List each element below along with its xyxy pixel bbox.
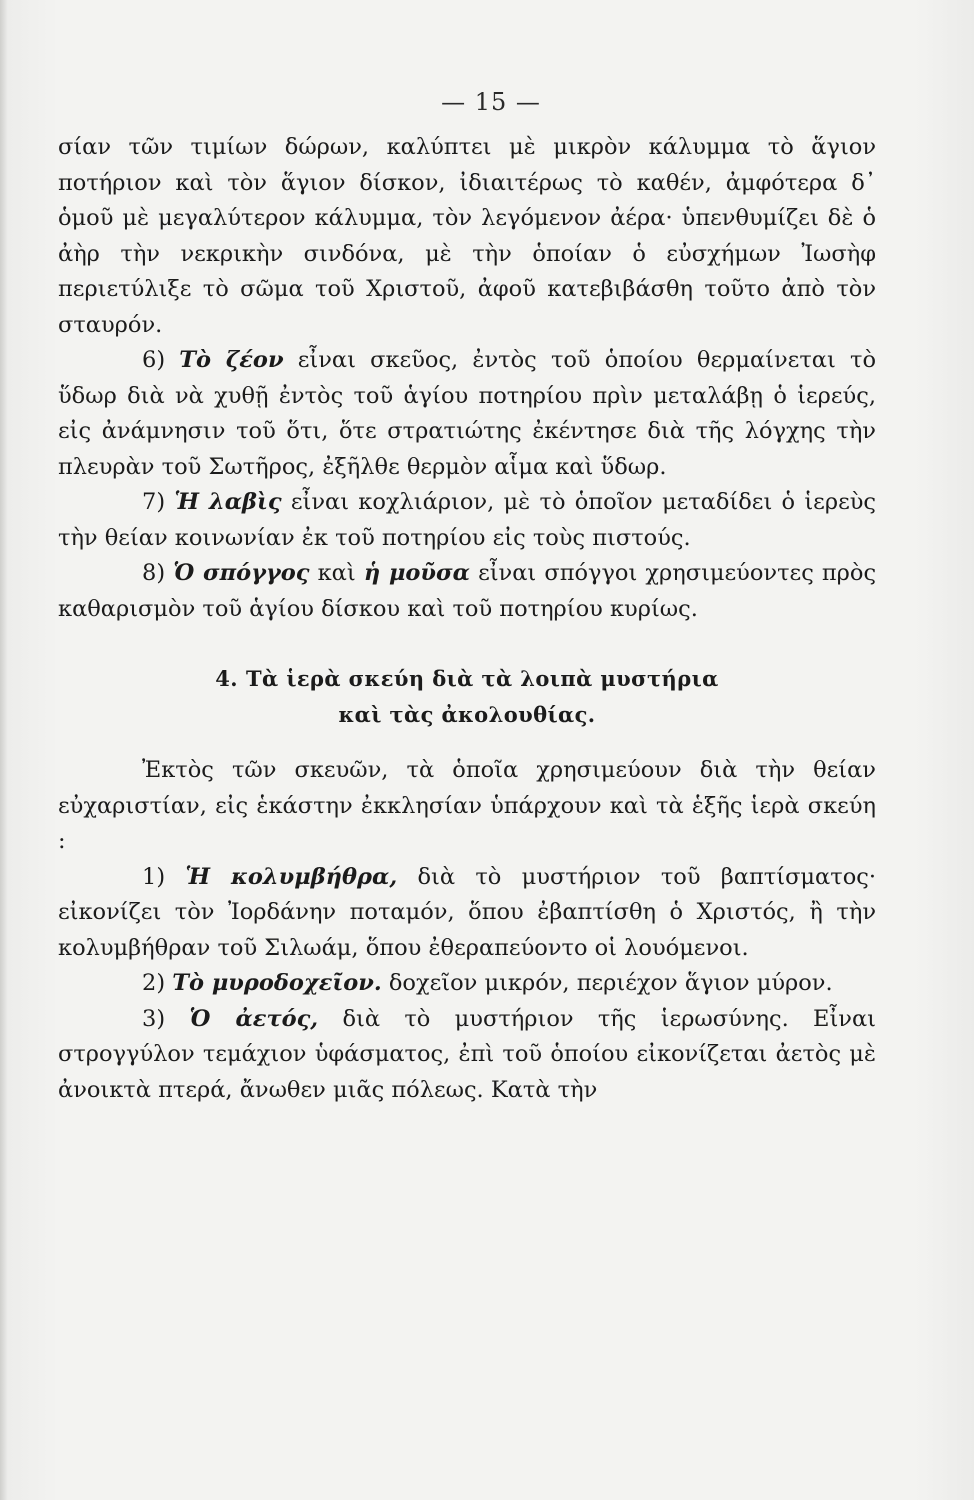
page-number: — 15 — [441, 88, 541, 116]
paragraph-section-item-1 [58, 860, 876, 967]
item-text: εἶναι σπόγγοι χρησιμεύοντες πρὸς καθαρισμὸν τοῦ ἁγίου δίσκου καὶ τοῦ ποτηρίου κυρίως. [58, 560, 877, 622]
item-text: δοχεῖον μικρόν, περιέχον ἅγιον μύρον. [388, 970, 833, 996]
item-number: 6) [142, 347, 166, 373]
item-term-second: ἡ μοῦσα [363, 560, 470, 586]
section-heading [58, 661, 876, 733]
paragraph-item-7 [58, 485, 876, 556]
item-text: εἶναι σκεῦος, ἐντὸς τοῦ ὁποίου θερμαίνεται τὸ ὕδωρ διὰ νὰ χυθῇ ἐντὸς τοῦ ἁγίου ποτηρίου πρὶν μεταλάβῃ ὁ ἱερεύς, εἰς ἀνάμνησιν τοῦ ὅτι, ὅτε στρατιώτης ἐκέντησε διὰ τῆς λόγχης τὴν πλευρὰν τοῦ Σωτῆρος, ἐξῆλθε θερμὸν αἷμα καὶ ὕδωρ. [58, 347, 876, 480]
item-number: 7) [142, 489, 166, 515]
section-title-line-1: Τὰ ἱερὰ σκεύη διὰ τὰ λοιπὰ μυστήρια [246, 666, 719, 691]
item-number: 3) [142, 1005, 166, 1032]
item-term: Ὁ ἀετός, [189, 1005, 319, 1032]
item-text: διὰ τὸ μυστήριον τοῦ βαπτίσματος· εἰκονίζει τὸν Ἰορδάνην ποταμόν, ὅπου ἐβαπτίσθη ὁ Χριστός, ἢ τὴν κολυμβήθραν τοῦ Σιλωάμ, ὅπου ἐθεραπεύοντο οἱ λουόμενοι. [58, 863, 876, 961]
page-body [58, 130, 876, 1108]
item-term: Τὸ ζέον [179, 347, 284, 373]
paragraph-item-6 [58, 343, 876, 485]
item-number: 2) [142, 970, 166, 996]
item-term: Ἡ λαβὶς [174, 489, 282, 515]
item-text: διὰ τὸ μυστήριον τῆς ἱερωσύνης. Εἶναι στρογγύλον τεμάχιον ὑφάσματος, ἐπὶ τοῦ ὁποίου εἰκονίζεται ἀετὸς μὲ ἀνοικτὰ πτερά, ἄνωθεν μιᾶς πόλεως. Κατὰ τὴν [58, 1005, 876, 1103]
item-term: Τὸ μυροδοχεῖον. [172, 970, 382, 996]
item-term: Ὁ σπόγγος [173, 560, 310, 586]
item-number: 8) [142, 560, 166, 586]
paragraph-section-intro: Ἐκτὸς τῶν σκευῶν, τὰ ὁποῖα χρησιμεύουν διὰ τὴν θείαν εὐχαριστίαν, εἰς ἑκάστην ἐκκλησίαν ὑπάρχουν καὶ τὰ ἑξῆς ἱερὰ σκεύη : [58, 757, 876, 854]
paragraph-item-8 [58, 556, 876, 627]
item-number: 1) [142, 863, 166, 890]
section-title-line-2: καὶ τὰς ἀκολουθίας. [338, 702, 596, 727]
paragraph-section-item-3 [58, 1002, 876, 1109]
section-number: 4. [215, 666, 239, 691]
section-heading-line-1 [58, 661, 876, 697]
binding-edge [0, 0, 8, 1500]
item-connector: καὶ [317, 560, 356, 586]
item-text: εἶναι κοχλιάριον, μὲ τὸ ὁποῖον μεταδίδει ὁ ἱερεὺς τὴν θείαν κοινωνίαν ἐκ τοῦ ποτηρίου εἰς τοὺς πιστούς. [58, 489, 877, 551]
item-term: Ἡ κολυμβήθρα, [185, 863, 398, 890]
paragraph-continuation: σίαν τῶν τιμίων δώρων, καλύπτει μὲ μικρὸν κάλυμμα τὸ ἅγιον ποτήριον καὶ τὸν ἅγιον δίσκον, ἰδιαιτέρως τὸ καθέν, ἀμφότερα δ᾽ ὁμοῦ μὲ μεγαλύτερον κάλυμμα, τὸν λεγόμενον ἀέρα· ὑπενθυμίζει δὲ ὁ ἀὴρ τὴν νεκρικὴν σινδόνα, μὲ τὴν ὁποίαν ὁ εὐσχήμων Ἰωσὴφ περιετύλιξε τὸ σῶμα τοῦ Χριστοῦ, ἀφοῦ κατεβιβάσθη τοῦτο ἀπὸ τὸν σταυρόν. [58, 134, 876, 338]
paragraph-section-item-2 [58, 966, 876, 1002]
